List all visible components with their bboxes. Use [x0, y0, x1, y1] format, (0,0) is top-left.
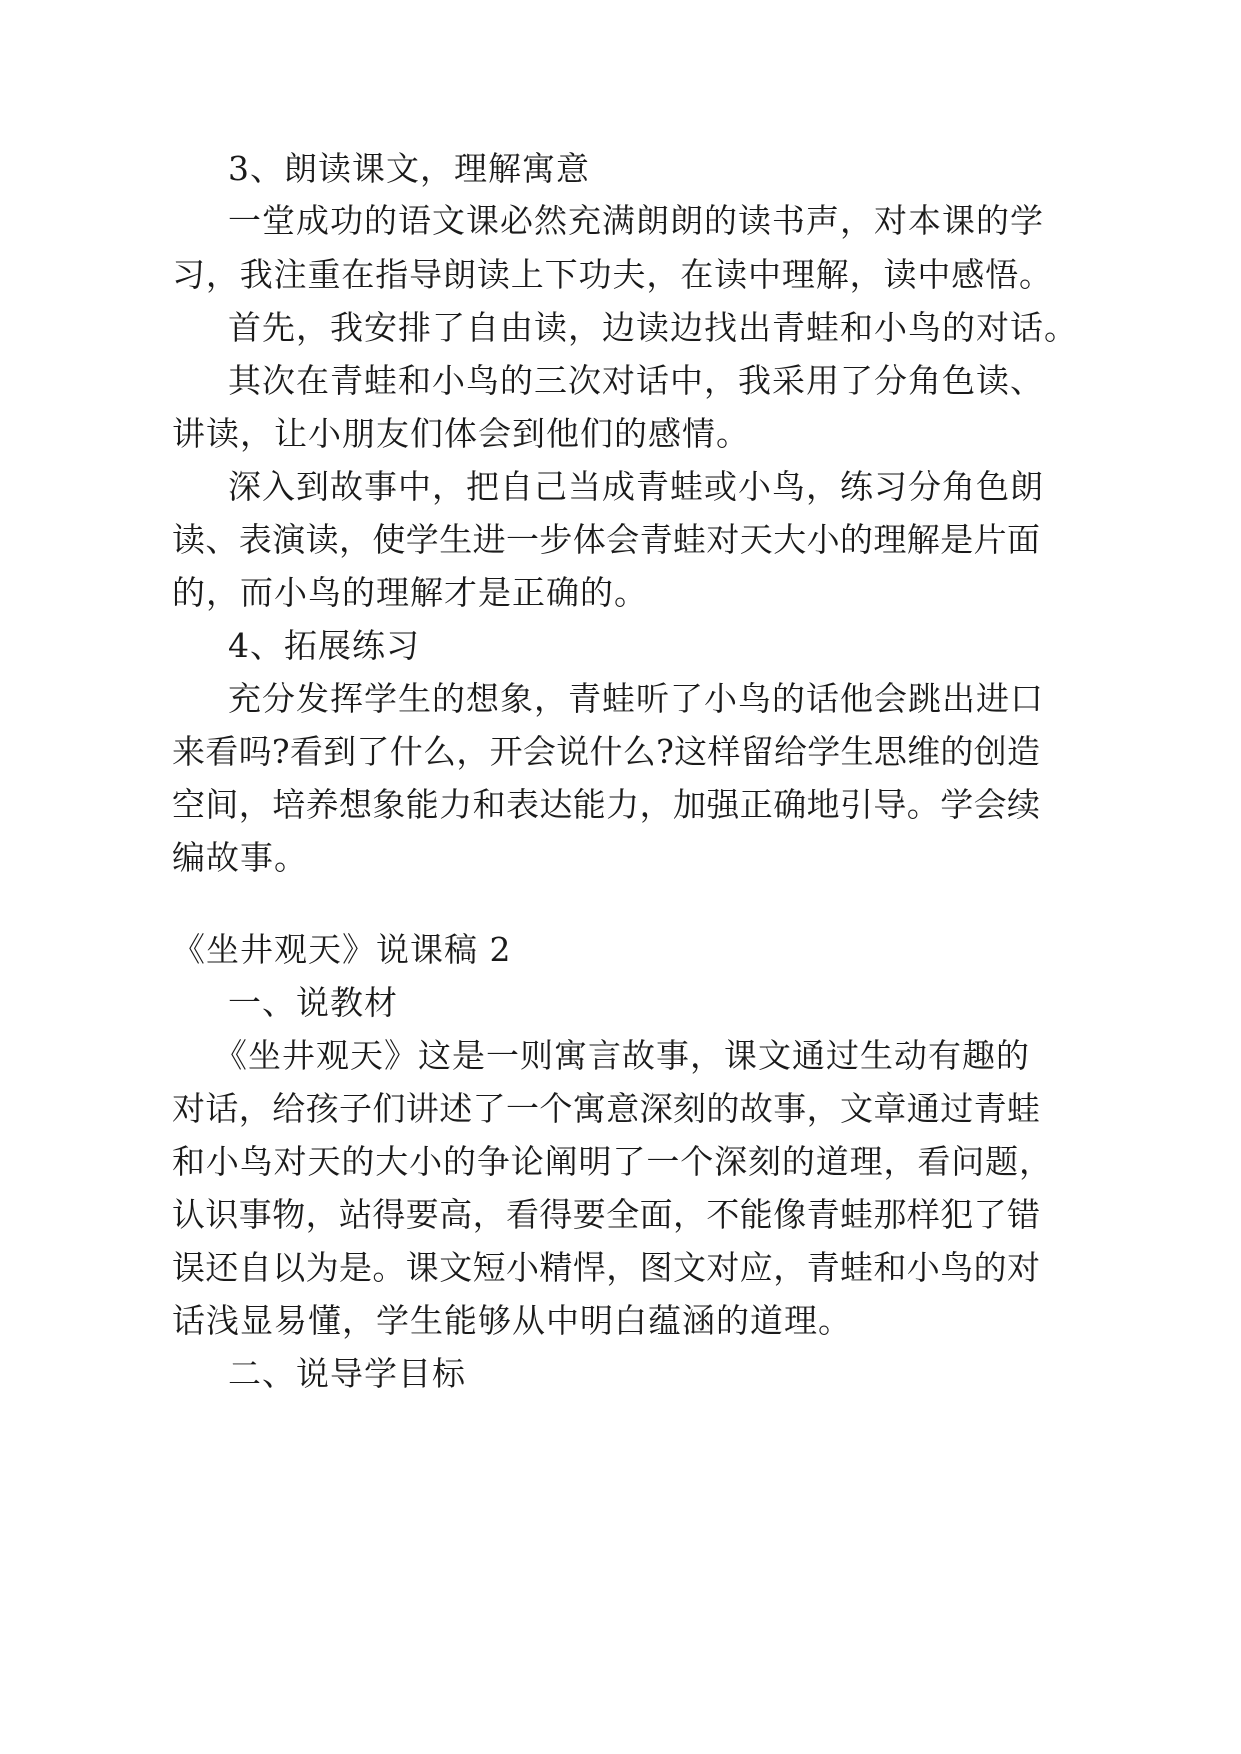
heading-two: 二、说导学目标 [228, 1354, 466, 1393]
paragraph-line: 首先，我安排了自由读，边读边找出青蛙和小鸟的对话。 [228, 308, 1078, 347]
paragraph-line: 和小鸟对天的大小的争论阐明了一个深刻的道理，看问题， [172, 1142, 1052, 1181]
paragraph-line: 其次在青蛙和小鸟的三次对话中，我采用了分角色读、 [228, 361, 1044, 400]
paragraph-line: 来看吗?看到了什么，开会说什么?这样留给学生思维的创造 [172, 732, 1040, 771]
paragraph-line: 读、表演读，使学生进一步体会青蛙对天大小的理解是片面 [172, 520, 1040, 559]
paragraph-line: 习，我注重在指导朗读上下功夫，在读中理解，读中感悟。 [172, 255, 1052, 294]
paragraph-line: 深入到故事中，把自己当成青蛙或小鸟，练习分角色朗 [228, 467, 1044, 506]
paragraph-line: 一堂成功的语文课必然充满朗朗的读书声，对本课的学 [228, 201, 1044, 240]
heading-one: 一、说教材 [228, 983, 398, 1022]
paragraph-line: 充分发挥学生的想象，青蛙听了小鸟的话他会跳出进口 [228, 679, 1044, 718]
paragraph-line: 对话，给孩子们讲述了一个寓意深刻的故事，文章通过青蛙 [172, 1089, 1040, 1128]
paragraph-line: 误还自以为是。课文短小精悍，图文对应，青蛙和小鸟的对 [172, 1248, 1040, 1287]
paragraph-line: 讲读，让小朋友们体会到他们的感情。 [172, 414, 750, 453]
paragraph-line: 空间，培养想象能力和表达能力，加强正确地引导。学会续 [172, 785, 1040, 824]
heading-4: 4、拓展练习 [228, 626, 420, 665]
paragraph-line: 话浅显易懂，学生能够从中明白蕴涵的道理。 [172, 1301, 852, 1340]
section-title: 《坐井观天》说课稿 2 [172, 930, 512, 969]
paragraph-line: 《坐井观天》这是一则寓言故事，课文通过生动有趣的 [214, 1036, 1030, 1075]
heading-3: 3、朗读课文，理解寓意 [228, 149, 590, 188]
paragraph-line: 的，而小鸟的理解才是正确的。 [172, 573, 648, 612]
paragraph-line: 编故事。 [172, 838, 308, 877]
paragraph-line: 认识事物，站得要高，看得要全面，不能像青蛙那样犯了错 [172, 1195, 1040, 1234]
